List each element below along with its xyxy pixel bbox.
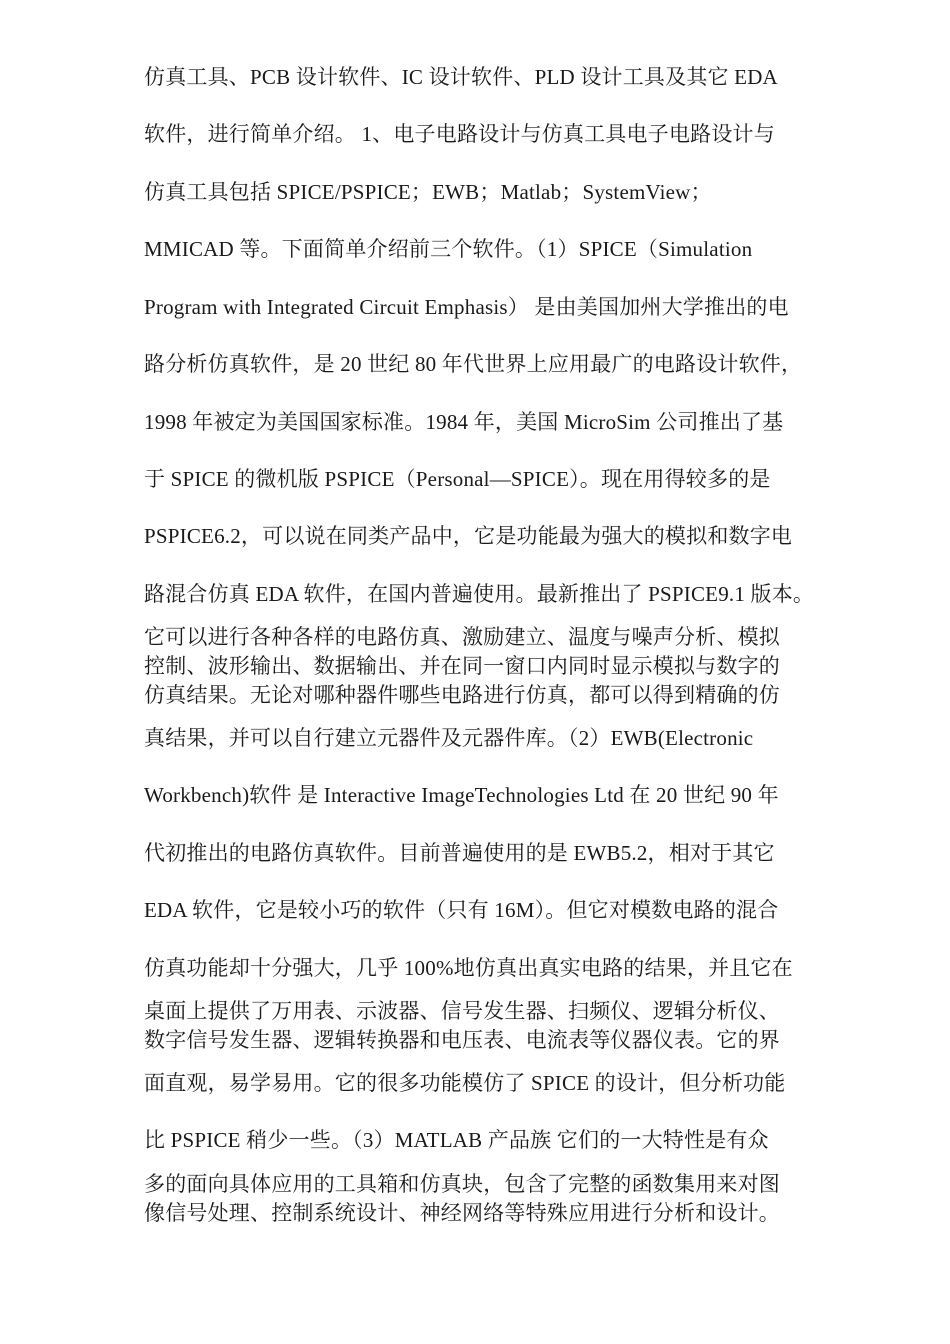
text-line: 仿真功能却十分强大，几乎 100%地仿真出真实电路的结果，并且它在 (144, 956, 793, 980)
text-line: 数字信号发生器、逻辑转换器和电压表、电流表等仪器仪表。它的界 (144, 1028, 780, 1052)
text-line: 仿真工具、PCB 设计软件、IC 设计软件、PLD 设计工具及其它 EDA (144, 65, 778, 89)
text-line: 真结果，并可以自行建立元器件及元器件库。（2）EWB(Electronic (144, 726, 754, 750)
text-line: 多的面向具体应用的工具箱和仿真块，包含了完整的函数集用来对图 (144, 1172, 780, 1196)
text-line: 仿真结果。无论对哪种器件哪些电路进行仿真，都可以得到精确的仿 (144, 683, 780, 707)
text-line: 代初推出的电路仿真软件。目前普遍使用的是 EWB5.2，相对于其它 (144, 841, 775, 865)
text-line: 仿真工具包括 SPICE/PSPICE；EWB；Matlab；SystemView； (144, 180, 712, 204)
text-line: 面直观，易学易用。它的很多功能模仿了 SPICE 的设计，但分析功能 (144, 1071, 786, 1095)
text-line: 路混合仿真 EDA 软件，在国内普遍使用。最新推出了 PSPICE9.1 版本。 (144, 582, 815, 606)
text-line: 路分析仿真软件，是 20 世纪 80 年代世界上应用最广的电路设计软件， (144, 352, 803, 376)
text-line: MMICAD 等。下面简单介绍前三个软件。（1）SPICE（Simulation (144, 237, 753, 261)
text-line: 比 PSPICE 稍少一些。（3）MATLAB 产品族 它们的一大特性是有众 (144, 1128, 769, 1152)
text-line: 于 SPICE 的微机版 PSPICE（Personal—SPICE）。现在用得较多的是 (144, 467, 771, 491)
text-line: EDA 软件，它是较小巧的软件（只有 16M）。但它对模数电路的混合 (144, 898, 779, 922)
text-line: 它可以进行各种各样的电路仿真、激励建立、温度与噪声分析、模拟 (144, 625, 780, 649)
text-line: 1998 年被定为美国国家标准。1984 年，美国 MicroSim 公司推出了基 (144, 410, 784, 434)
text-line: 像信号处理、控制系统设计、神经网络等特殊应用进行分析和设计。 (144, 1201, 780, 1225)
text-line: Program with Integrated Circuit Emphasis） 是由美国加州大学推出的电 (144, 295, 789, 319)
text-line: 桌面上提供了万用表、示波器、信号发生器、扫频仪、逻辑分析仪、 (144, 999, 780, 1023)
text-line: Workbench)软件 是 Interactive ImageTechnologies Ltd 在 20 世纪 90 年 (144, 783, 779, 807)
text-line: 软件，进行简单介绍。 1、电子电路设计与仿真工具电子电路设计与 (144, 122, 775, 146)
text-line: PSPICE6.2，可以说在同类产品中，它是功能最为强大的模拟和数字电 (144, 524, 793, 548)
text-line: 控制、波形输出、数据输出、并在同一窗口内同时显示模拟与数字的 (144, 654, 780, 678)
